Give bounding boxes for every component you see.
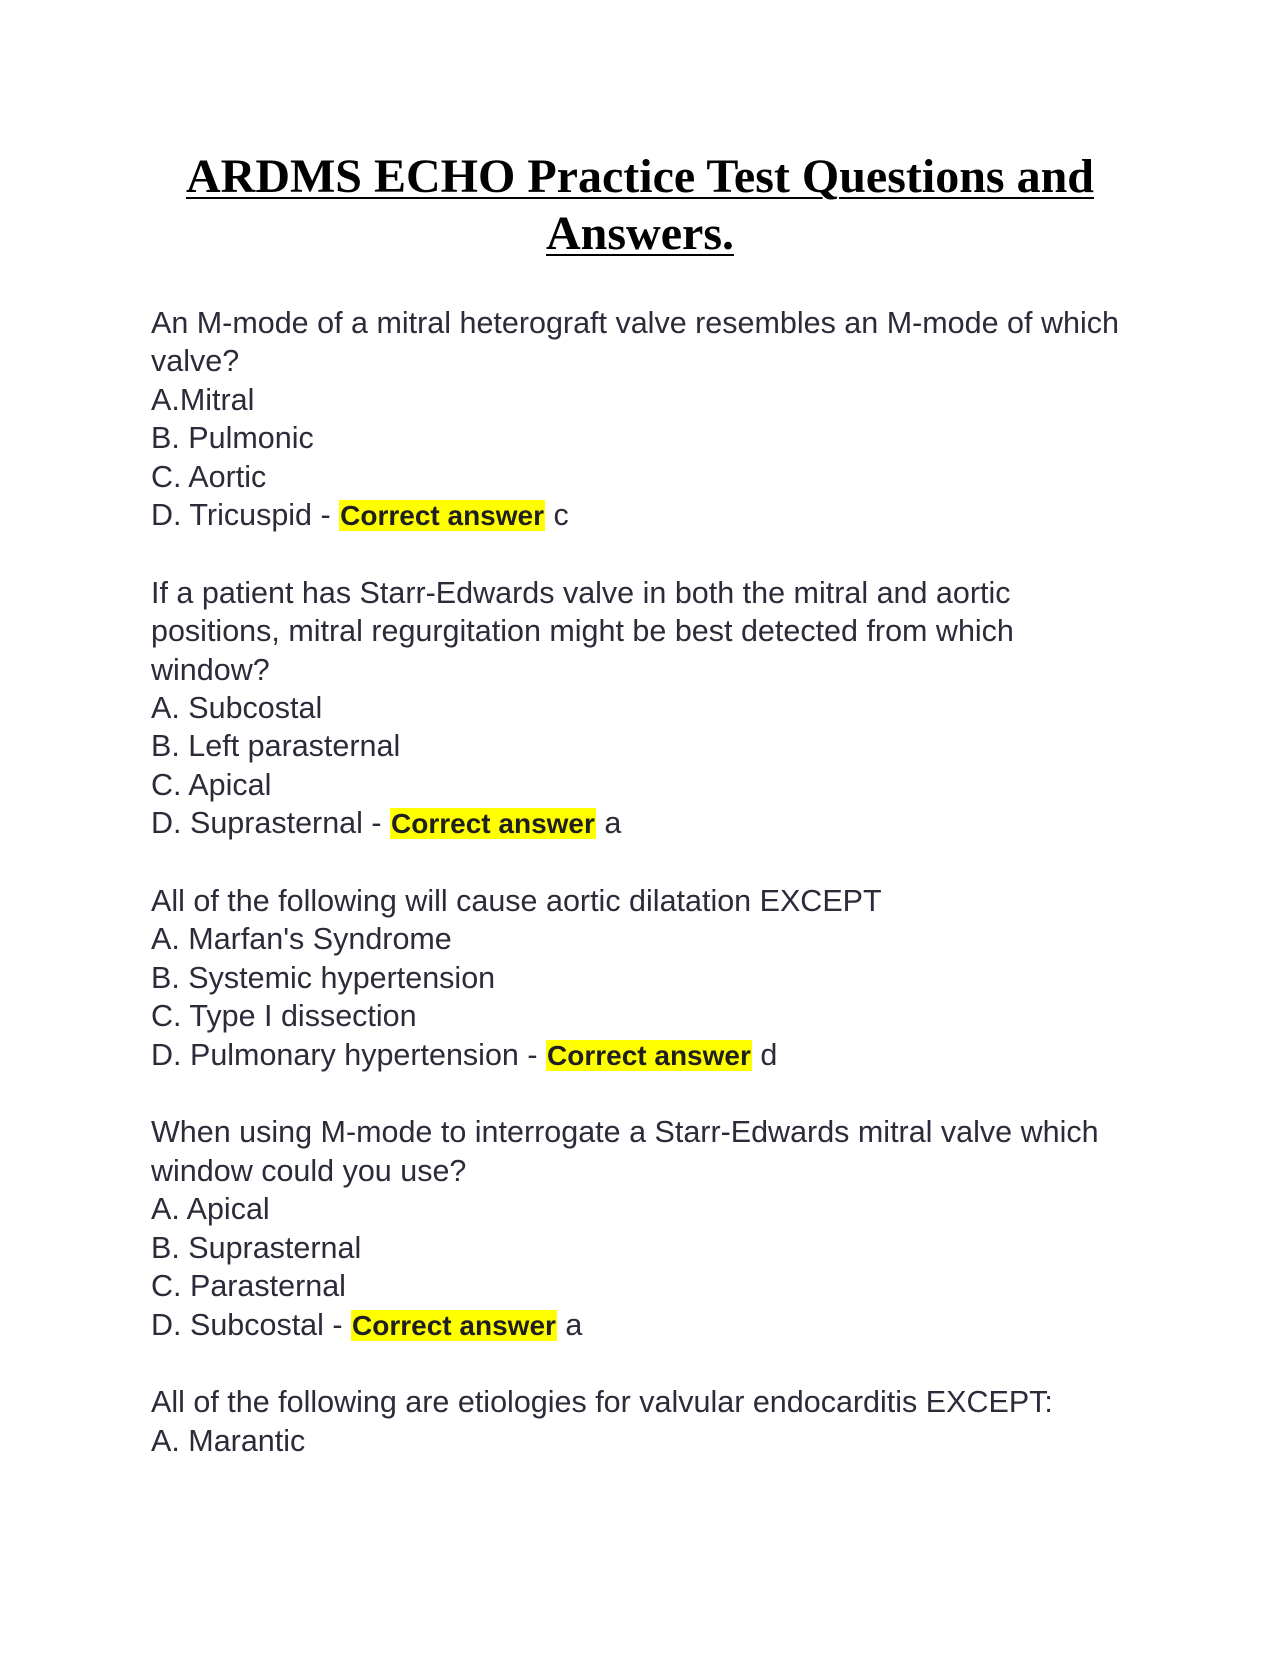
option-b: B. Suprasternal [151,1230,362,1265]
option-d: D. Suprasternal - [151,806,382,841]
option-a: A. Marfan's Syndrome [151,922,452,957]
questions-list [151,304,1141,1499]
question-block-1 [151,304,1141,535]
option-a: A. Apical [151,1192,270,1227]
option-d-with-answer [151,496,1141,535]
option-a: A. Marantic [151,1423,306,1458]
correct-answer-value: a [604,806,622,841]
option-a: A.Mitral [151,382,255,417]
option-c: C. Aortic [151,459,267,494]
page-title: ARDMS ECHO Practice Test Questions and Answers. [185,150,1094,260]
question-text: If a patient has Starr-Edwards valve in both the mitral and aortic positions, mitral regurgitation might be best detected from which window? [151,575,1014,687]
correct-answer-value: d [760,1037,778,1072]
question-block-2 [151,574,1141,844]
option-a: A. Subcostal [151,691,323,726]
question-text: When using M-mode to interrogate a Starr-Edwards mitral valve which window could you use? [151,1115,1099,1188]
option-d-with-answer [151,804,1141,843]
option-b: B. Systemic hypertension [151,960,496,995]
option-d: D. Tricuspid - [151,498,331,533]
option-c: C. Apical [151,767,272,802]
option-d-with-answer [151,1306,1141,1345]
question-block-4 [151,1113,1141,1344]
option-c: C. Type I dissection [151,999,417,1034]
correct-answer-label: Correct answer [340,500,545,532]
option-b: B. Pulmonic [151,421,314,456]
option-d-with-answer [151,1036,1141,1075]
correct-answer-label: Correct answer [352,1309,556,1341]
question-block-5 [151,1383,1141,1460]
option-d: D. Subcostal - [151,1307,343,1342]
option-b: B. Left parasternal [151,729,401,764]
question-text: All of the following are etiologies for valvular endocarditis EXCEPT: [151,1385,1053,1420]
correct-answer-value: c [553,498,569,533]
correct-answer-label: Correct answer [547,1039,751,1071]
question-text: An M-mode of a mitral heterograft valve resembles an M-mode of which valve? [151,306,1119,379]
option-c: C. Parasternal [151,1269,346,1304]
option-d: D. Pulmonary hypertension - [151,1037,538,1072]
question-text: All of the following will cause aortic dilatation EXCEPT [151,884,882,919]
question-block-3 [151,882,1141,1075]
correct-answer-value: a [565,1307,583,1342]
correct-answer-label: Correct answer [391,808,595,840]
